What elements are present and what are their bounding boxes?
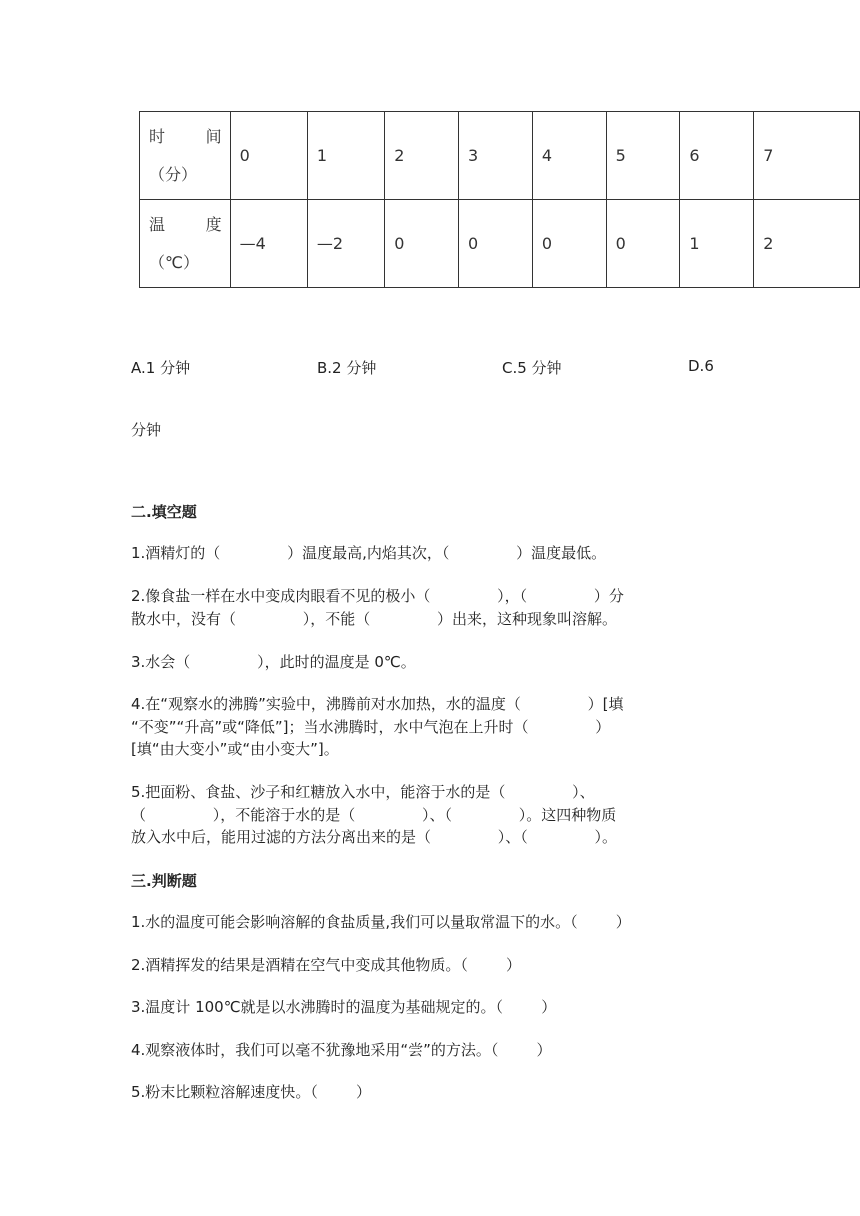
judge-question-4: 4.观察液体时，我们可以毫不犹豫地采用“尝”的方法。（ ） xyxy=(131,1041,552,1059)
time-cell: 0 xyxy=(230,112,307,200)
time-header-cell xyxy=(140,112,231,200)
fill-question-5 xyxy=(131,781,731,849)
temperature-cell: 1 xyxy=(680,200,754,288)
fill-question-5-line-2: （ ），不能溶于水的是（ ）、（ ）。这四种物质 xyxy=(131,805,617,824)
judge-question-1: 1.水的温度可能会影响溶解的食盐质量,我们可以量取常温下的水。（ ） xyxy=(131,913,631,931)
judge-question-2: 2.酒精挥发的结果是酒精在空气中变成其他物质。（ ） xyxy=(131,956,521,974)
fill-question-3: 3.水会（ ），此时的温度是 0℃。 xyxy=(131,653,416,671)
choice-d-continuation: 分钟 xyxy=(131,421,162,439)
time-temperature-table xyxy=(139,111,860,288)
temperature-cell: 2 xyxy=(754,200,860,288)
choice-a[interactable]: A.1 分钟 xyxy=(131,359,191,377)
time-label-a: 时 xyxy=(149,126,166,146)
temperature-cell: —2 xyxy=(307,200,384,288)
fill-question-1: 1.酒精灯的（ ）温度最高,内焰其次，（ ）温度最低。 xyxy=(131,544,607,562)
temperature-cell: 0 xyxy=(385,200,459,288)
section-fill-in-title: 二.填空题 xyxy=(131,503,197,521)
fill-question-2 xyxy=(131,585,731,630)
time-label-b: 间 xyxy=(205,126,222,146)
fill-question-4-line-2: “不变”“升高”或“降低”]；当水沸腾时，水中气泡在上升时（ ） xyxy=(131,717,611,736)
fill-question-4-line-1: 4.在“观察水的沸腾”实验中，沸腾前对水加热，水的温度（ ）[填 xyxy=(131,695,624,713)
choice-d[interactable]: D.6 xyxy=(688,357,714,375)
choice-c[interactable]: C.5 分钟 xyxy=(502,359,562,377)
temperature-unit: （℃） xyxy=(149,252,199,272)
fill-question-4 xyxy=(131,693,731,761)
time-cell: 6 xyxy=(680,112,754,200)
answer-choices xyxy=(131,357,851,379)
fill-question-2-line-1: 2.像食盐一样在水中变成肉眼看不见的极小（ ），（ ）分 xyxy=(131,587,624,605)
fill-question-5-line-3: 放入水中后，能用过滤的方法分离出来的是（ ）、（ ）。 xyxy=(131,828,618,846)
table-row-time xyxy=(140,112,860,200)
choice-b[interactable]: B.2 分钟 xyxy=(317,359,377,377)
time-cell: 5 xyxy=(606,112,680,200)
time-cell: 2 xyxy=(385,112,459,200)
temperature-cell: —4 xyxy=(230,200,307,288)
time-cell: 3 xyxy=(459,112,533,200)
judge-question-3: 3.温度计 100℃就是以水沸腾时的温度为基础规定的。（ ） xyxy=(131,998,557,1016)
temperature-label-b: 度 xyxy=(205,214,222,234)
fill-question-2-line-2: 散水中，没有（ ），不能（ ）出来，这种现象叫溶解。 xyxy=(131,609,618,628)
time-cell: 4 xyxy=(532,112,606,200)
temperature-cell: 0 xyxy=(532,200,606,288)
time-unit: （分） xyxy=(149,164,198,184)
table-row-temperature xyxy=(140,200,860,288)
fill-question-4-line-3: [填“由大变小”或“由小变大”]。 xyxy=(131,740,339,758)
temperature-cell: 0 xyxy=(459,200,533,288)
temperature-header-cell xyxy=(140,200,231,288)
temperature-cell: 0 xyxy=(606,200,680,288)
time-cell: 7 xyxy=(754,112,860,200)
time-cell: 1 xyxy=(307,112,384,200)
section-judgment-title: 三.判断题 xyxy=(131,872,197,890)
judge-question-5: 5.粉末比颗粒溶解速度快。（ ） xyxy=(131,1083,371,1101)
temperature-label-a: 温 xyxy=(149,214,166,234)
fill-question-5-line-1: 5.把面粉、食盐、沙子和红糖放入水中，能溶于水的是（ ）、 xyxy=(131,783,595,801)
